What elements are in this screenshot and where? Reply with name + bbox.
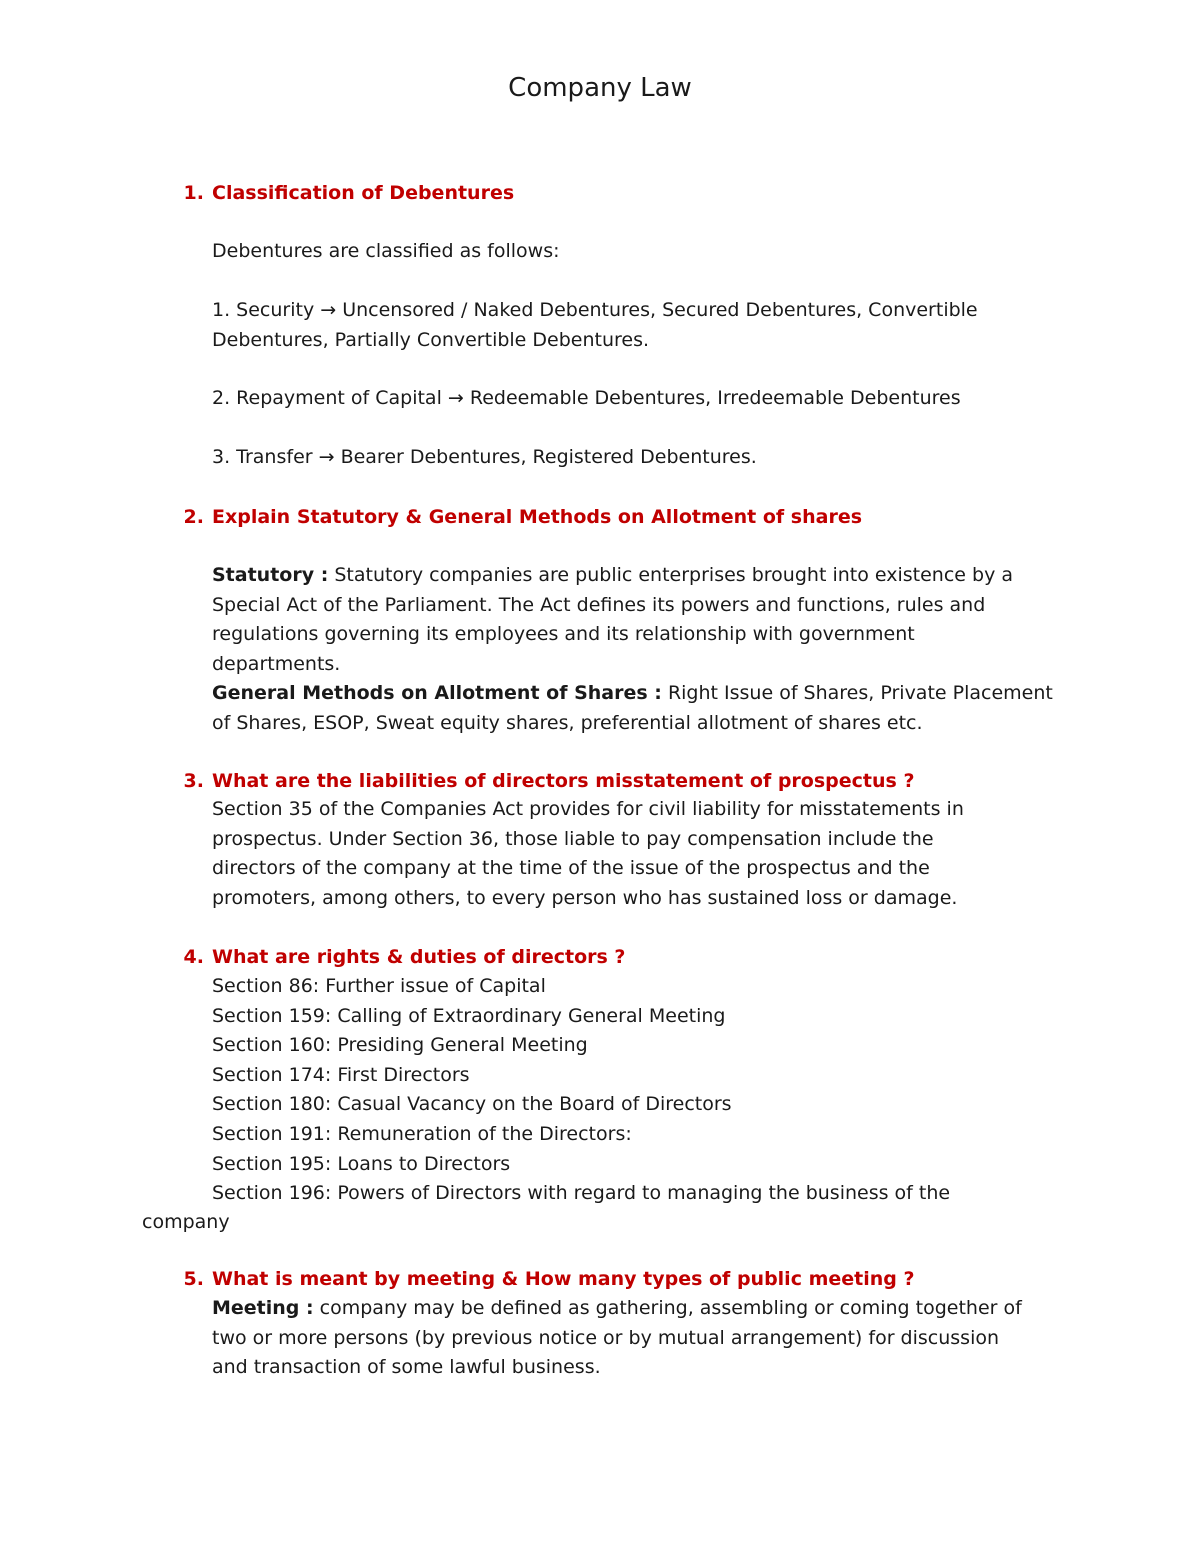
question-1-heading: [183, 178, 1092, 208]
question-5-heading: [183, 1264, 1092, 1294]
text-line: directors of the company at the time of the issue of the prospectus and the: [212, 857, 930, 880]
question-number: 1.: [183, 182, 204, 204]
list-item: Section 174: First Directors: [212, 1063, 470, 1086]
question-number: 4.: [183, 946, 204, 968]
question-4-heading: [183, 942, 1092, 972]
question-3-heading: [183, 766, 1092, 796]
q1-item-2: [212, 384, 1062, 414]
question-number: 3.: [183, 770, 204, 792]
text-line: [212, 1294, 1062, 1324]
q3-answer: [212, 795, 1062, 913]
q2-answer: [212, 561, 1062, 739]
text-span: Statutory companies are public enterprises brought into existence by a: [328, 564, 1013, 586]
list-item: Section 196: Powers of Directors with regard to managing the business of the: [212, 1182, 951, 1205]
text-line: Debentures are classified as follows:: [212, 240, 560, 262]
text-line: [212, 561, 1062, 591]
general-methods-label: General Methods on Allotment of Shares :: [212, 682, 662, 705]
q5-answer: [212, 1294, 1062, 1383]
question-2-heading: [183, 502, 1092, 532]
text-line: two or more persons (by previous notice or by mutual arrangement) for discussion: [212, 1326, 1000, 1349]
question-text: Classification of Debentures: [212, 182, 515, 204]
list-item: Section 191: Remuneration of the Directors:: [212, 1122, 632, 1145]
text-line: Section 35 of the Companies Act provides for civil liability for misstatements in: [212, 798, 964, 820]
text-line: promoters, among others, to every person who has sustained loss or damage.: [212, 886, 958, 909]
list-item: Section 160: Presiding General Meeting: [212, 1034, 588, 1057]
q4-wrap-line: company: [142, 1211, 230, 1233]
question-number: 5.: [183, 1268, 204, 1290]
meeting-label: Meeting :: [212, 1297, 314, 1319]
text-line: prospectus. Under Section 36, those liable to pay compensation include the: [212, 827, 934, 850]
q1-item-3: [212, 443, 1062, 473]
text-line: 3. Transfer → Bearer Debentures, Registered Debentures.: [212, 446, 757, 468]
list-item: Section 159: Calling of Extraordinary General Meeting: [212, 1004, 726, 1027]
question-text: What are the liabilities of directors misstatement of prospectus ?: [212, 770, 915, 792]
text-line: Debentures, Partially Convertible Debentures.: [212, 328, 650, 351]
question-text: What is meant by meeting & How many types of public meeting ?: [212, 1268, 915, 1290]
q1-item-1: [212, 296, 1062, 355]
question-number: 2.: [183, 506, 204, 528]
q4-sections-list: [212, 972, 1062, 1209]
question-text: Explain Statutory & General Methods on Allotment of shares: [212, 506, 863, 528]
text-line: Special Act of the Parliament. The Act defines its powers and functions, rules and: [212, 593, 986, 616]
text-line: regulations governing its employees and its relationship with government: [212, 623, 915, 646]
q1-intro: [212, 237, 1062, 267]
text-line: [212, 679, 1062, 709]
text-line: 1. Security → Uncensored / Naked Debentures, Secured Debentures, Convertible: [212, 299, 978, 321]
question-text: What are rights & duties of directors ?: [212, 946, 626, 968]
text-line: and transaction of some lawful business.: [212, 1356, 601, 1379]
document-title: Company Law: [508, 73, 692, 103]
text-line: 2. Repayment of Capital → Redeemable Debentures, Irredeemable Debentures: [212, 387, 961, 409]
text-span: Right Issue of Shares, Private Placement: [661, 682, 1053, 705]
statutory-label: Statutory :: [212, 564, 329, 586]
list-item: Section 180: Casual Vacancy on the Board of Directors: [212, 1093, 732, 1116]
text-line: departments.: [212, 652, 341, 675]
list-item: Section 86: Further issue of Capital: [212, 975, 546, 997]
text-line: of Shares, ESOP, Sweat equity shares, preferential allotment of shares etc.: [212, 711, 923, 734]
list-item: Section 195: Loans to Directors: [212, 1152, 511, 1175]
text-span: company may be defined as gathering, assembling or coming together of: [313, 1297, 1022, 1319]
